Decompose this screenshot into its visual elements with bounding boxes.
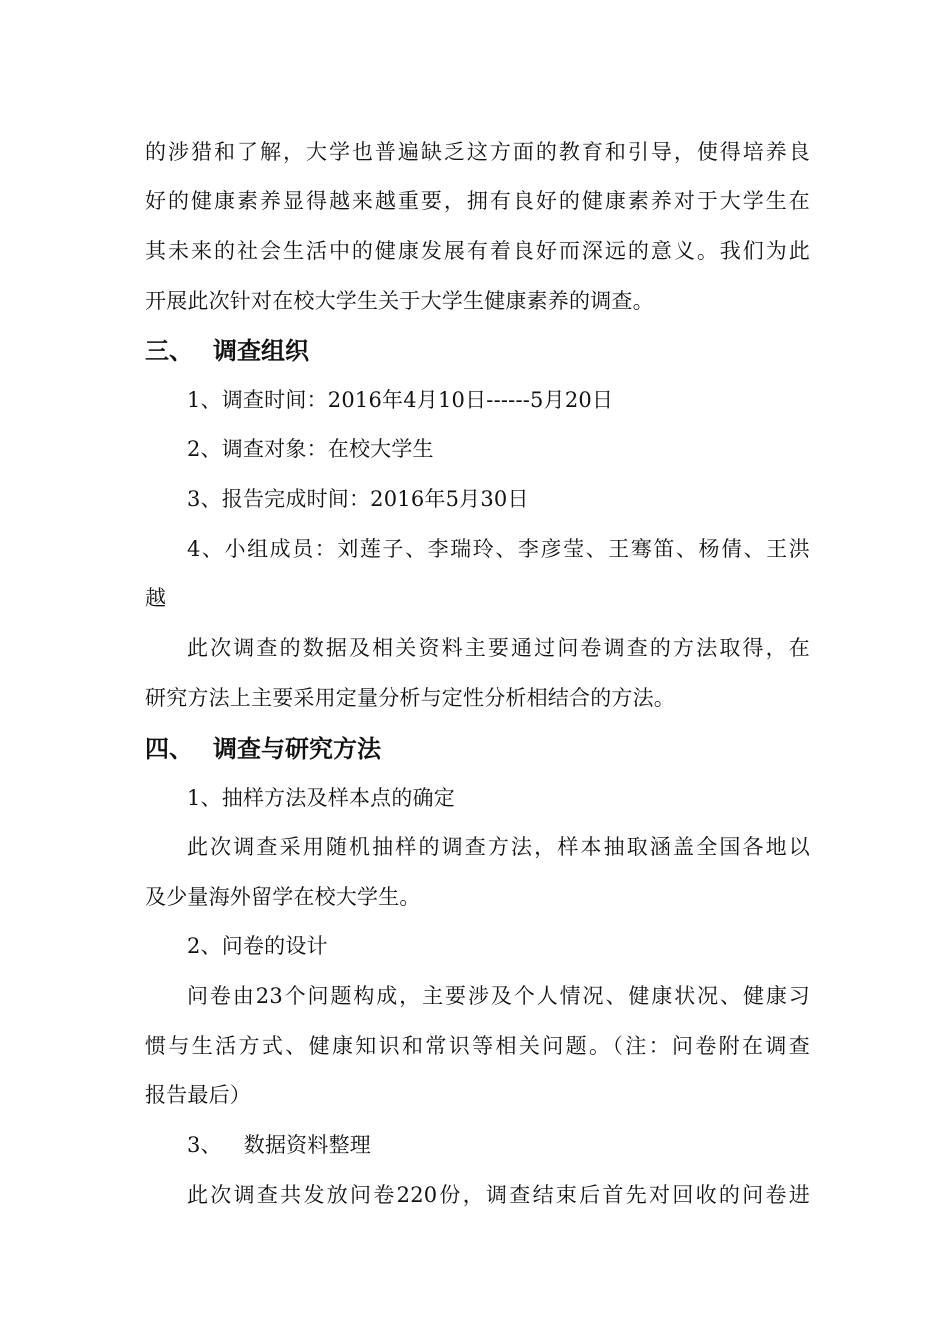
section-heading-3 [145, 334, 309, 368]
paragraph-line: 及少量海外留学在校大学生。 [145, 885, 421, 909]
paragraph-line: 此次调查共发放问卷220份，调查结束后首先对回收的问卷进 [187, 1183, 810, 1207]
list-item: 2、调查对象：在校大学生 [187, 437, 434, 461]
paragraph-line: 好的健康素养显得越来越重要，拥有良好的健康素养对于大学生在 [145, 189, 810, 213]
paragraph-line: 其未来的社会生活中的健康发展有着良好而深远的意义。我们为此 [145, 239, 810, 263]
list-item: 4、小组成员：刘莲子、李瑞玲、李彦莹、王骞笛、杨倩、王洪 [187, 537, 810, 561]
paragraph-line: 问卷由23个问题构成，主要涉及个人情况、健康状况、健康习 [187, 984, 810, 1008]
subsection-number: 3、 [187, 1133, 222, 1157]
paragraph-line: 惯与生活方式、健康知识和常识等相关问题。（注：问卷附在调查 [145, 1034, 810, 1058]
paragraph-line: 的涉猎和了解，大学也普遍缺乏这方面的教育和引导，使得培养良 [145, 140, 810, 164]
section-title: 调查组织 [213, 337, 309, 365]
paragraph-line: 开展此次针对在校大学生关于大学生健康素养的调查。 [145, 289, 654, 313]
section-number: 四、 [145, 735, 193, 763]
subsection-heading: 2、问卷的设计 [187, 934, 328, 958]
section-title: 调查与研究方法 [213, 735, 381, 763]
list-item: 1、调查时间：2016年4月10日------5月20日 [187, 388, 614, 412]
list-item: 3、报告完成时间：2016年5月30日 [187, 487, 529, 511]
subsection-heading [187, 1130, 810, 1160]
section-heading-4 [145, 732, 381, 766]
subsection-title: 数据资料整理 [243, 1133, 371, 1157]
paragraph-line: 研究方法上主要采用定量分析与定性分析相结合的方法。 [145, 686, 675, 710]
paragraph-line: 此次调查的数据及相关资料主要通过问卷调查的方法取得，在 [187, 636, 810, 660]
section-number: 三、 [145, 337, 193, 365]
paragraph-line: 此次调查采用随机抽样的调查方法，样本抽取涵盖全国各地以 [187, 835, 810, 859]
paragraph-line: 报告最后） [145, 1083, 251, 1107]
list-item-continuation: 越 [145, 586, 167, 610]
subsection-heading: 1、抽样方法及样本点的确定 [187, 786, 455, 810]
